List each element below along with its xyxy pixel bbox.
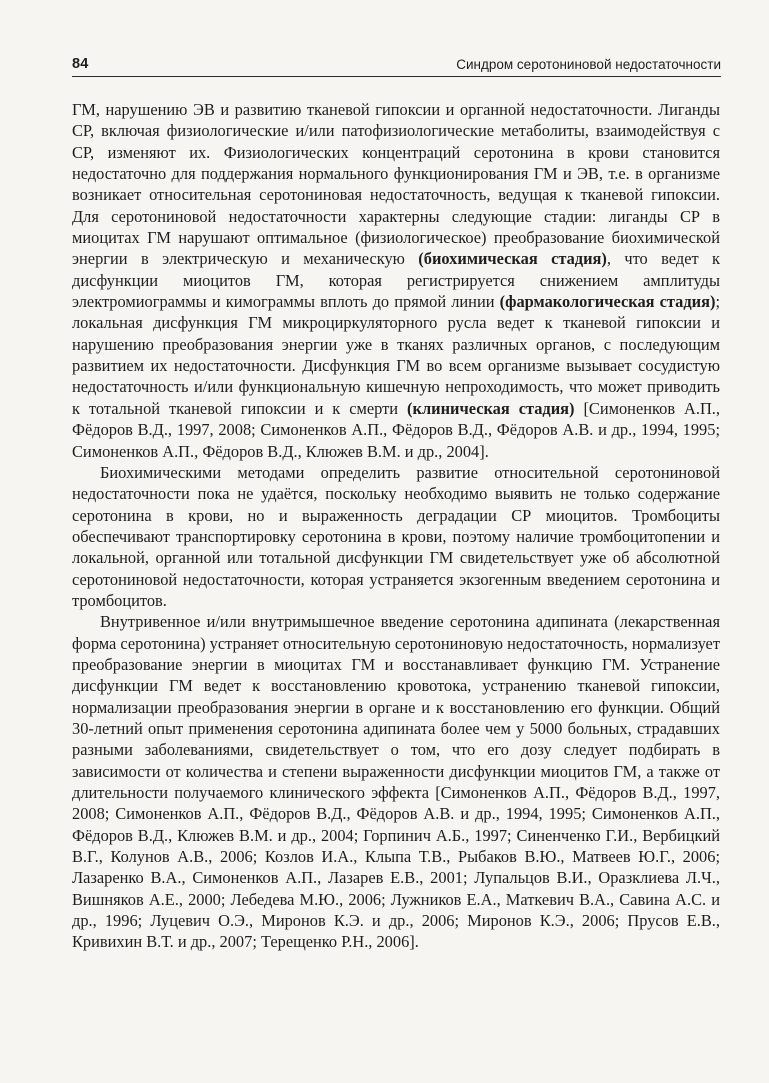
bold-term-clinical-stage: (клиническая стадия) (407, 398, 575, 418)
text-segment: Биохимическими методами определить развитие относительной серотониновой недостаточности пока не удаётся, поскольку необходимо выявить не только содержание серотонина в крови, но и выраженность деградации СР миоцитов. Тромбоциты обеспечивают транспортировку серотонина в крови, поэтому наличие тромбоцитопении и локальной, органной или тотальной дисфункции ГМ свидетельствует уже об абсолютной серотониновой недостаточности, которая устраняется экзогенным введением серотонина и тромбоцитов. (72, 462, 720, 610)
text-segment: Внутривенное и/или внутримышечное введение серотонина адипината (лекарственная форма серотонина) устраняет относительную серотониновую недостаточность, нормализует преобразование энергии в миоцитах ГМ и восстанавливает функцию ГМ. Устранение дисфункции ГМ ведет к восстановлению кровотока, устранению тканевой гипоксии, нормализации преобразования энергии в органе и к восстановлению его функции. Общий 30-летний опыт применения серотонина адипината более чем у 5000 больных, страдавших разными заболеваниями, свидетельствует о том, что его дозу следует подбирать в зависимости от количества и степени выраженности дисфункции миоцитов ГМ, а также от длительности получаемого клинического эффекта [Симоненков А.П., Фёдоров В.Д., 1997, 2008; Симоненков А.П., Фёдоров В.Д., Фёдоров А.В. и др., 1994, 1995; Симоненков А.П., Фёдоров В.Д., Клюжев В.М. и др., 2004; Горпинич А.Б., 1997; Синенченко Г.И., Вербицкий В.Г., Колунов А.В., 2006; Козлов И.А., Клыпа Т.В., Рыбаков В.Ю., Матвеев Ю.Г., 2006; Лазаренко В.А., Симоненков А.П., Лазарев Е.В., 2001; Лупальцов В.И., Оразклиева Л.Ч., Вишняков А.Е., 2000; Лебедева М.Ю., 2006; Лужников Е.А., Маткевич В.А., Савина А.С. и др., 1996; Луцевич О.Э., Миронов К.Э. и др., 2006; Миронов К.Э., 2006; Прусов Е.В., Кривихин В.Т. и др., 2007; Терещенко Р.Н., 2006]. (72, 612, 720, 952)
body-text (72, 99, 720, 953)
page-number: 84 (72, 56, 89, 72)
bold-term-biochemical-stage: (биохимическая стадия) (418, 249, 607, 269)
running-title: Синдром серотониновой недостаточности (456, 57, 721, 72)
paragraph-3 (72, 611, 720, 953)
text-segment: ГМ, нарушению ЭВ и развитию тканевой гипоксии и органной недостаточности. Лиганды СР, включая физиологические и/или патофизиологические метаболиты, взаимодействуя с СР, изменяют их. Физиологических концентраций серотонина в крови становится недостаточно для поддержания нормального функционирования ГМ и ЭВ, т.е. в организме возникает относительная серотониновая недостаточность, ведущая к тканевой гипоксии. Для серотониновой недостаточности характерны следующие стадии: лиганды СР в миоцитах ГМ нарушают оптимальное (физиологическое) преобразование биохимической энергии в электрическую и механическую (72, 100, 720, 269)
paragraph-1 (72, 99, 720, 462)
text-segment: , что ведет к дисфункции миоцитов ГМ, которая регистрируется снижением амплитуды электромиограммы и кимограммы вплоть до прямой линии (72, 249, 720, 312)
text-segment: [Симоненков А.П., Фёдоров В.Д., 1997, 2008; Симоненков А.П., Фёдоров В.Д., Фёдоров А.В. и др., 1994, 1995; Симоненков А.П., Фёдоров В.Д., Клюжев В.М. и др., 2004]. (72, 398, 720, 461)
text-segment: ; локальная дисфункция ГМ микроциркуляторного русла ведет к тканевой гипоксии и нарушению преобразования энергии уже в тканях различных органов, с последующим развитием их недостаточности. Дисфункция ГМ во всем организме вызывает сосудистую недостаточность и/или функциональную кишечную непроходимость, что может приводить к тотальной тканевой гипоксии и к смерти (72, 292, 720, 418)
paragraph-2 (72, 462, 720, 611)
bold-term-pharmacological-stage: (фармакологическая стадия) (499, 292, 716, 312)
page-header (72, 54, 721, 77)
